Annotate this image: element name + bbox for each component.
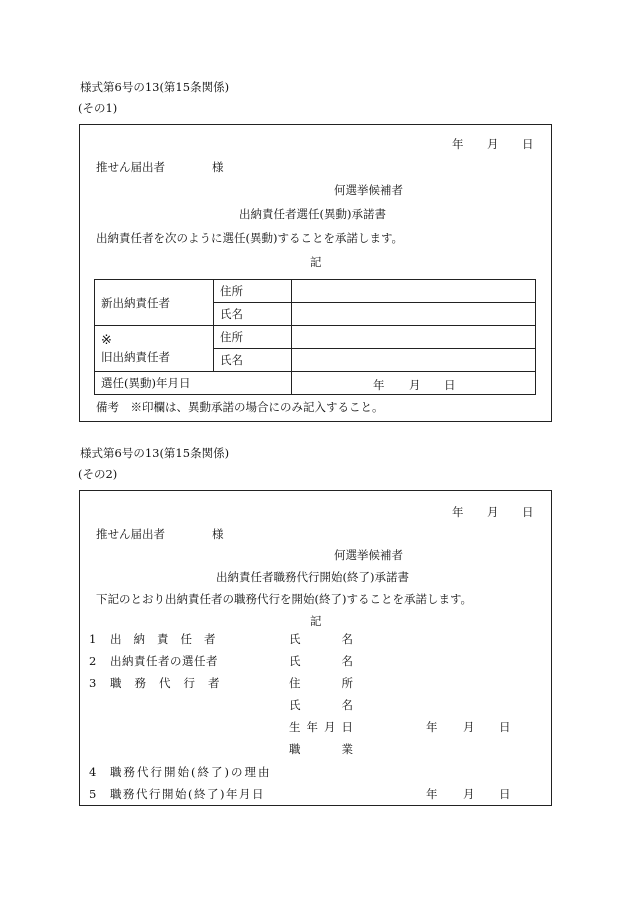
form2-header: 様式第6号の13(第15条関係) [80, 446, 230, 460]
item-3-occupation-label [289, 744, 353, 756]
new-address-label: 住所 [214, 280, 292, 303]
old-name-label: 氏名 [214, 349, 292, 372]
form2-date-month: 月 [487, 505, 499, 519]
form2-statement: 下記のとおり出納責任者の職務代行を開始(終了)することを承諾します。 [96, 592, 473, 606]
form2-candidate: 何選挙候補者 [334, 548, 403, 562]
item-5-label: 職務代行開始(終了)年月日 [110, 787, 265, 801]
item-1-label: 出納責任者 [110, 632, 228, 646]
form1-ki: 記 [310, 255, 322, 269]
item-1-name-char-1: 氏 [289, 632, 301, 646]
old-treasurer-label: 旧出納責任者 [101, 349, 170, 364]
item-2-name-char-1: 氏 [289, 654, 301, 668]
form1-subtitle: (その1) [78, 101, 118, 115]
item-3-address-char-1: 住 [289, 676, 301, 690]
form1-title: 出納責任者選任(異動)承諾書 [239, 207, 386, 221]
item-3-occupation-char-1: 職 [289, 742, 301, 756]
birth-year: 年 [426, 720, 438, 734]
new-treasurer-label: 新出納責任者 [95, 280, 214, 326]
form2-title: 出納責任者職務代行開始(終了)承諾書 [216, 570, 409, 584]
old-treasurer-mark: ※ [101, 332, 112, 348]
birth-month: 月 [463, 720, 475, 734]
new-address-value [292, 280, 536, 303]
birth-day: 日 [499, 720, 511, 734]
item-5-month: 月 [463, 787, 475, 801]
form1-candidate: 何選挙候補者 [334, 183, 403, 197]
form1-honorific: 様 [212, 160, 224, 174]
form1-date-month: 月 [487, 137, 499, 151]
item-5-year: 年 [426, 787, 438, 801]
old-address-value [292, 326, 536, 349]
old-treasurer-cell [95, 326, 214, 372]
item-3-address-label [289, 678, 353, 690]
form1-addressee: 推せん届出者 [96, 160, 165, 174]
item-2-name-label [289, 656, 353, 668]
new-name-value [292, 303, 536, 326]
form1-date-day: 日 [522, 137, 534, 151]
form2-date-day: 日 [522, 505, 534, 519]
item-number-2: 2 [89, 654, 97, 668]
form1-note: 備考 ※印欄は、異動承諾の場合にのみ記入すること。 [96, 400, 384, 414]
new-name-label: 氏名 [214, 303, 292, 326]
item-3-name-label [289, 700, 353, 712]
item-5-day: 日 [499, 787, 511, 801]
appointment-date-label: 選任(異動)年月日 [95, 372, 292, 395]
item-number-1: 1 [89, 632, 97, 646]
form2-date-year: 年 [452, 505, 464, 519]
item-2-name-char-2: 名 [341, 654, 353, 668]
item-4-label: 職務代行開始(終了)の理由 [110, 765, 272, 779]
appointment-month: 月 [409, 378, 421, 392]
item-1-name-char-2: 名 [341, 632, 353, 646]
form1-date-year: 年 [452, 137, 464, 151]
item-3-label: 職務代行者 [110, 676, 233, 690]
item-3-address-char-2: 所 [341, 676, 353, 690]
appointment-year: 年 [373, 378, 385, 392]
form1-table [94, 279, 536, 395]
form2-honorific: 様 [212, 527, 224, 541]
appointment-day: 日 [444, 378, 456, 392]
form1-header: 様式第6号の13(第15条関係) [80, 80, 230, 94]
item-number-5: 5 [89, 787, 97, 801]
item-number-3: 3 [89, 676, 97, 690]
item-2-label: 出納責任者の選任者 [110, 654, 218, 668]
item-3-birth-label: 生年月日 [289, 720, 359, 734]
form1-statement: 出納責任者を次のように選任(異動)することを承諾します。 [96, 231, 404, 245]
form2-subtitle: (その2) [78, 467, 118, 481]
item-number-4: 4 [89, 765, 97, 779]
item-3-occupation-char-2: 業 [341, 742, 353, 756]
form2-addressee: 推せん届出者 [96, 527, 165, 541]
form2-ki: 記 [310, 614, 322, 628]
item-1-name-label [289, 634, 353, 646]
item-3-name-char-1: 氏 [289, 698, 301, 712]
appointment-date-value [292, 372, 536, 395]
item-3-name-char-2: 名 [341, 698, 353, 712]
old-address-label: 住所 [214, 326, 292, 349]
old-name-value [292, 349, 536, 372]
